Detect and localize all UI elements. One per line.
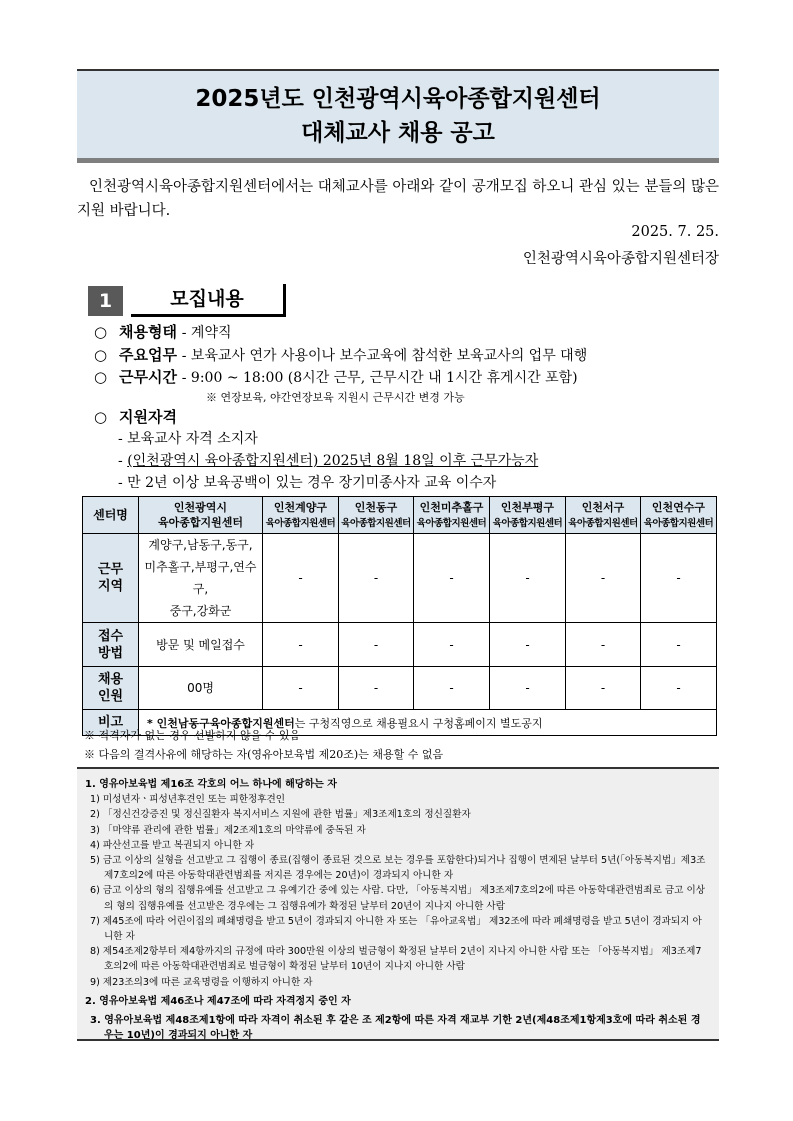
disq-item: 9) 제23조의3에 따른 교육명령을 이행하지 아니한 자 (90, 976, 313, 988)
area-line: 미추홀구,부평구,연수구, (144, 560, 257, 596)
table-cell: - (339, 667, 414, 710)
circle-bullet: ○ (94, 408, 108, 426)
table-cell: - (566, 623, 641, 667)
center-name: 인천미추홀구 (419, 500, 484, 514)
corner-cell: 센터명 (83, 497, 139, 534)
circle-bullet: ○ (94, 346, 108, 364)
table-cell: - (339, 623, 414, 667)
row-header (83, 667, 139, 710)
circle-bullet: ○ (94, 368, 108, 386)
remark-rest: 는 구청직영으로 채용필요시 구청홈페이지 별도공지 (294, 716, 543, 730)
center-sub: 육아종합지원센터 (416, 517, 487, 529)
center-header (339, 497, 414, 534)
qualification-2-text: (인천광역시 육아종합지원센터) 2025년 8월 18일 이후 근무가능자 (127, 453, 539, 469)
row-header (83, 623, 139, 667)
center-name: 인천계양구 (273, 500, 328, 514)
table-cell: - (263, 623, 339, 667)
row-header (83, 534, 139, 623)
table-row-area (83, 534, 717, 623)
work-hours-note: ※ 연장보육, 야간연장보육 지원시 근무시간 변경 가능 (206, 391, 465, 404)
row-label: 인원 (97, 689, 124, 704)
apply-cell: 방문 및 메일접수 (139, 623, 263, 667)
disq-item: 2) 「정신건강증진 및 정신질환자 복지서비스 지원에 관한 법률」제3조제1호의 정신질환자 (90, 809, 471, 821)
title-box (77, 69, 719, 163)
area-line: 중구,강화군 (169, 604, 232, 618)
center-sub: 육아종합지원센터 (492, 517, 563, 529)
row-header: 비고 (83, 710, 139, 736)
disq-heading-2: 2. 영유아보육법 제46조나 제47조에 따라 자격정지 중인 자 (85, 995, 351, 1007)
row-label: 근무 (97, 562, 124, 577)
intro-text: 인천광역시육아종합지원센터에서는 대체교사를 아래와 같이 공개모집 하오니 관심 있는 분들의 많은 지원 바랍니다. (77, 179, 719, 219)
row-label: 채용 (97, 672, 124, 687)
disq-item: 5) 금고 이상의 실형을 선고받고 그 집행이 종료(집행이 종료된 것으로 보는 경우를 포함한다)되거나 집행이 면제된 날부터 5년(「아동복지법」제3조제7호의2에 따른 아동학대관련범죄를 저지른 경우에는 20년)이 경과되지 아니한 자 (90, 855, 706, 882)
center-sub: 육아종합지원센터 (157, 516, 243, 529)
row-label: 지역 (97, 579, 124, 594)
center-header (263, 497, 339, 534)
area-line: 계양구,남동구,동구, (148, 538, 253, 552)
center-header (139, 497, 263, 534)
table-cell: - (414, 534, 490, 623)
center-name: 인천연수구 (651, 500, 706, 514)
item-label: 근무시간 (119, 368, 177, 386)
row-label: 접수 (97, 628, 124, 644)
section-number: 1 (88, 286, 123, 316)
qualification-1: - 보육교사 자격 소지자 (118, 431, 258, 447)
title-line-2: 대체교사 채용 공고 (301, 120, 495, 146)
center-sub: 육아종합지원센터 (643, 517, 714, 529)
table-cell: - (263, 667, 339, 710)
center-header (566, 497, 641, 534)
intro-paragraph (77, 175, 719, 223)
row-label: 방법 (97, 645, 124, 661)
count-cell: 00명 (139, 667, 263, 710)
item-value: - 9:00 ~ 18:00 (8시간 근무, 근무시간 내 1시간 휴게시간 포함) (181, 370, 578, 386)
table-cell: - (414, 623, 490, 667)
disq-item: 6) 금고 이상의 형의 집행유예를 선고받고 그 유예기간 중에 있는 사람. 다만, 「아동복지법」 제3조제7호의2에 따른 아동학대관련범죄로 금고 이상의 형의 집행유예를 선고받은 경우에는 그 집행유예가 확정된 날부터 20년이 지나지 아니한 사람 (90, 885, 706, 912)
disq-item: 4) 파산선고를 받고 복권되지 아니한 자 (90, 839, 255, 851)
announcement-date: 2025. 7. 25. (631, 224, 719, 240)
table-cell: - (641, 667, 717, 710)
item-label: 채용형태 (119, 323, 177, 341)
table-cell: - (490, 534, 566, 623)
remark-bold: * 인천남동구육아종합지원센터 (147, 716, 295, 730)
disq-item: 3) 「마약류 관리에 관한 법률」제2조제1호의 마약류에 중독된 자 (90, 824, 366, 836)
item-value: - 계약직 (181, 325, 232, 341)
signer: 인천광역시육아종합지원센터장 (522, 251, 719, 267)
center-sub: 육아종합지원센터 (265, 517, 336, 529)
table-row-apply (83, 623, 717, 667)
qualification-2-dash: - (118, 453, 128, 469)
table-cell: - (641, 534, 717, 623)
item-label: 지원자격 (119, 408, 177, 426)
item-work-hours (94, 366, 578, 387)
center-name: 인천부평구 (500, 500, 555, 514)
section-title: 모집내용 (131, 284, 286, 317)
circle-bullet: ○ (94, 323, 108, 341)
center-name: 인천광역시 (173, 501, 228, 514)
item-qualification (94, 406, 177, 427)
qualification-3: - 만 2년 이상 보육공백이 있는 경우 장기미종사자 교육 이수자 (118, 475, 497, 491)
remark-2: ※ 다음의 결격사유에 해당하는 자(영유아보육법 제20조)는 채용할 수 없음 (84, 748, 444, 761)
disq-item: 8) 제54조제2항부터 제4항까지의 규정에 따라 300만원 이상의 벌금형이 확정된 날부터 2년이 지나지 아니한 사람 또는 「아동복지법」 제3조제7호의2에 따른 아동학대관련범죄로 벌금형이 확정된 날부터 10년이 지나지 아니한 사람 (90, 946, 702, 973)
center-sub: 육아종합지원센터 (341, 517, 411, 529)
remark-1: ※ 적격자가 없는 경우 선발하지 않을 수 있음 (84, 729, 301, 742)
center-name: 인천서구 (581, 500, 625, 514)
table-cell: - (566, 667, 641, 710)
center-header (490, 497, 566, 534)
centers-table (82, 496, 717, 736)
center-sub: 육아종합지원센터 (568, 517, 638, 529)
center-header (641, 497, 717, 534)
table-cell: - (339, 534, 414, 623)
center-header (414, 497, 490, 534)
disqualification-box (77, 767, 719, 1041)
item-main-duty (94, 344, 587, 365)
item-label: 주요업무 (119, 346, 177, 364)
table-cell: - (263, 534, 339, 623)
disq-item: 7) 제45조에 따라 어린이집의 폐쇄명령을 받고 5년이 경과되지 아니한 자 또는 「유아교육법」 제32조에 따라 폐쇄명령을 받고 5년이 경과되지 아니한 자 (90, 915, 702, 943)
qualification-2 (118, 450, 538, 470)
disq-item: 1) 미성년자ㆍ피성년후견인 또는 피한정후견인 (90, 794, 286, 806)
table-cell: - (490, 623, 566, 667)
table-header-row (83, 497, 717, 534)
item-value: - 보육교사 연가 사용이나 보수교육에 참석한 보육교사의 업무 대행 (181, 348, 588, 364)
center-name: 인천동구 (354, 500, 398, 514)
disq-heading-1: 1. 영유아보육법 제16조 각호의 어느 하나에 해당하는 자 (85, 779, 337, 790)
area-cell (139, 534, 263, 623)
disq-heading-3: 3. 영유아보육법 제48조제1항에 따라 자격이 취소된 후 같은 조 제2항에 따른 자격 재교부 기한 2년(제48조제1항제3호에 따라 취소된 경우는 10년)이 경과되지 아니한 자 (90, 1015, 701, 1042)
item-employment-type (94, 321, 232, 342)
table-row-count (83, 667, 717, 710)
table-cell: - (641, 623, 717, 667)
table-cell: - (414, 667, 490, 710)
table-cell: - (566, 534, 641, 623)
title-line-1: 2025년도 인천광역시육아종합지원센터 (195, 86, 601, 112)
table-cell: - (490, 667, 566, 710)
